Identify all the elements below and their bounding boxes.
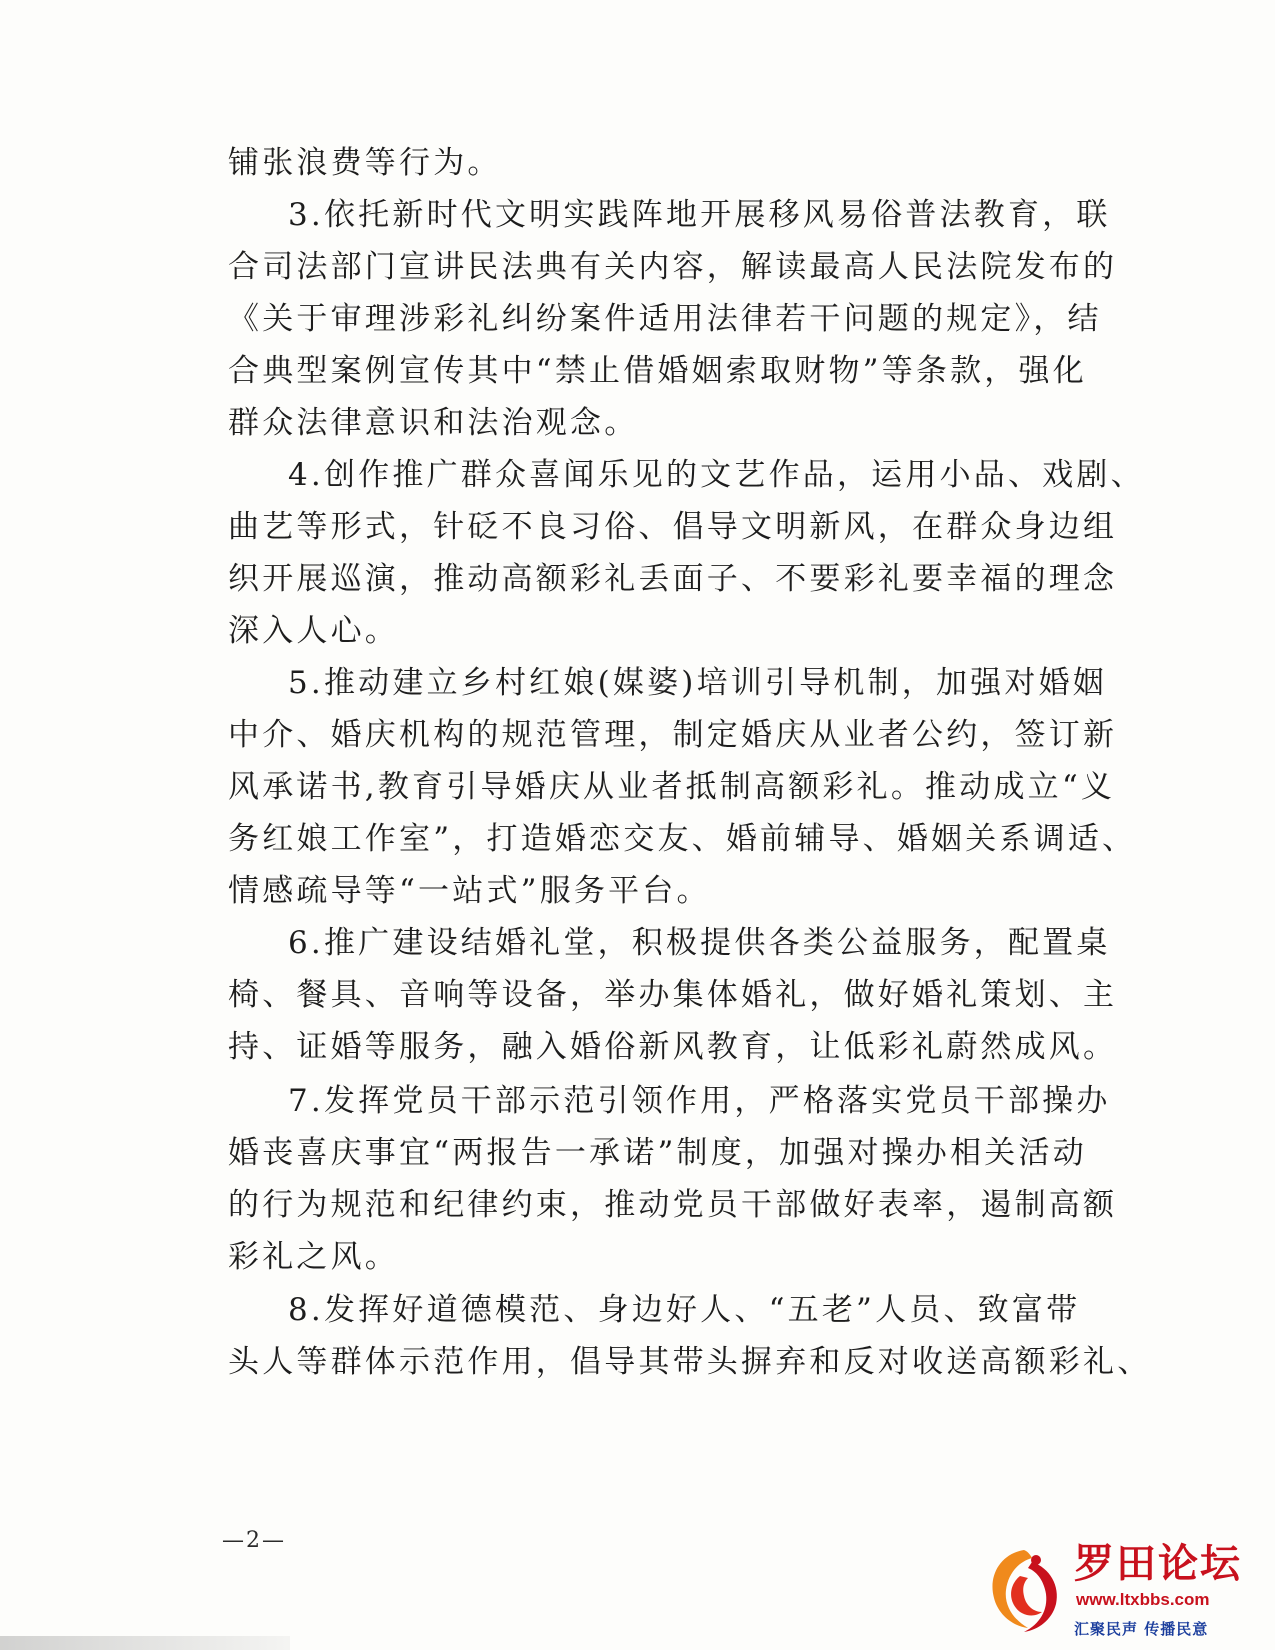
- text-line: 椅、餐具、音响等设备，举办集体婚礼，做好婚礼策划、主: [228, 977, 1118, 1013]
- text-line: 务红娘工作室”，打造婚恋交友、婚前辅导、婚姻关系调适、: [228, 821, 1137, 857]
- watermark-title: 罗田论坛: [1074, 1541, 1242, 1587]
- text-line: 曲艺等形式，针砭不良习俗、倡导文明新风，在群众身边组: [228, 509, 1118, 545]
- text-line: 婚丧喜庆事宜“两报告一承诺”制度，加强对操办相关活动: [228, 1135, 1087, 1171]
- text-line: 彩礼之风。: [228, 1239, 399, 1275]
- page-number: —2—: [222, 1528, 286, 1553]
- text-line: 中介、婚庆机构的规范管理，制定婚庆从业者公约，签订新: [228, 717, 1118, 753]
- text-line: 风承诺书,教育引导婚庆从业者抵制高额彩礼。推动成立“义: [228, 769, 1116, 805]
- text-line: 头人等群体示范作用，倡导其带头摒弃和反对收送高额彩礼、: [228, 1344, 1152, 1380]
- text-line: 的行为规范和纪律约束，推动党员干部做好表率，遏制高额: [228, 1187, 1118, 1223]
- text-line: 铺张浪费等行为。: [228, 145, 502, 181]
- text-line: 5.推动建立乡村红娘(媒婆)培训引导机制，加强对婚姻: [288, 665, 1107, 701]
- text-line: 4.创作推广群众喜闻乐见的文艺作品，运用小品、戏剧、: [288, 457, 1145, 493]
- text-line: 《关于审理涉彩礼纠纷案件适用法律若干问题的规定》，结: [228, 301, 1102, 337]
- text-line: 群众法律意识和法治观念。: [228, 405, 639, 441]
- text-line: 合典型案例宣传其中“禁止借婚姻索取财物”等条款，强化: [228, 353, 1087, 389]
- text-line: 合司法部门宣讲民法典有关内容，解读最高人民法院发布的: [228, 249, 1118, 285]
- text-line: 6.推广建设结婚礼堂，积极提供各类公益服务，配置桌: [288, 925, 1111, 961]
- watermark-logo: [980, 1540, 1270, 1646]
- watermark-url: www.ltxbbs.com: [1076, 1590, 1210, 1609]
- text-line: 情感疏导等“一站式”服务平台。: [228, 873, 711, 909]
- text-line: 持、证婚等服务，融入婚俗新风教育，让低彩礼蔚然成风。: [228, 1029, 1118, 1065]
- watermark-slogan: 汇聚民声 传播民意: [1074, 1620, 1209, 1638]
- text-line: 织开展巡演，推动高额彩礼丢面子、不要彩礼要幸福的理念: [228, 561, 1118, 597]
- text-line: 8.发挥好道德模范、身边好人、“五老”人员、致富带: [288, 1292, 1081, 1328]
- text-line: 3.依托新时代文明实践阵地开展移风易俗普法教育，联: [288, 197, 1111, 233]
- scan-artifact: [0, 1636, 290, 1650]
- phoenix-logo-icon: [980, 1540, 1068, 1640]
- text-line: 7.发挥党员干部示范引领作用，严格落实党员干部操办: [288, 1083, 1111, 1119]
- text-line: 深入人心。: [228, 613, 399, 649]
